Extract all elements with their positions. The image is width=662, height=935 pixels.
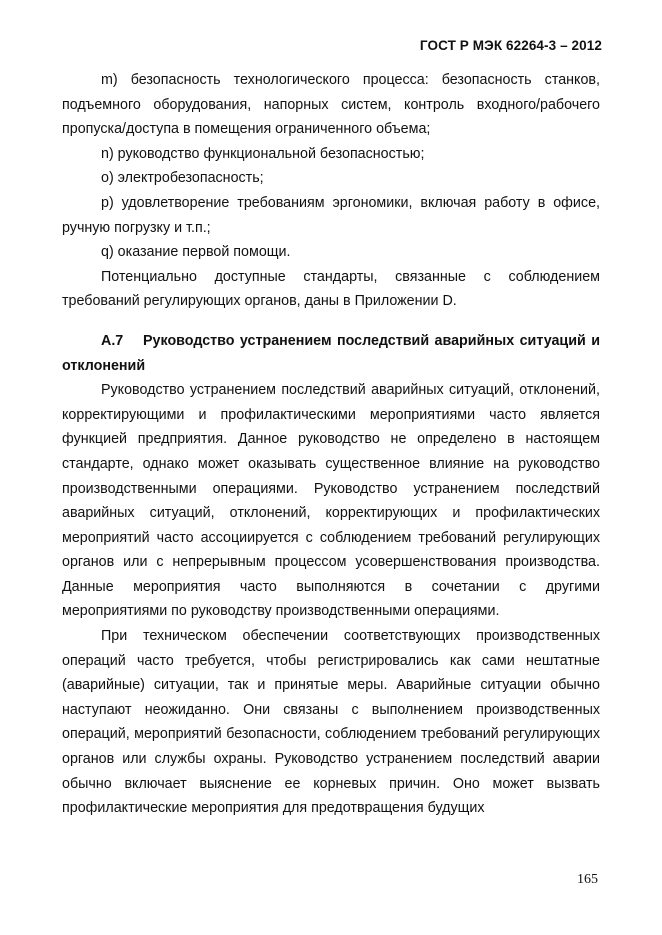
- page-content: [62, 68, 600, 821]
- list-item-p: p) удовлетворение требованиям эргономики, включая работу в офисе, ручную погрузку и т.п.;: [62, 194, 600, 236]
- list-item-q: q) оказание первой помощи.: [101, 244, 291, 261]
- list-item-m: m) безопасность технологического процесса: безопасность станков, подъемного оборудования, напорных систем, контроль входного/рабочего пропуска/доступа в помещения ограниченного объема;: [62, 72, 600, 138]
- list-item-o: o) электробезопасность;: [101, 170, 264, 187]
- section-heading: [62, 329, 600, 378]
- page-number: 165: [577, 872, 598, 887]
- body-paragraph-2: При техническом обеспечении соответствующих производственных операций часто требуется, чтобы регистрировались как сами нештатные (аварийные) ситуации, так и принятые меры. Аварийные ситуации обычно наступают неожиданно. Они связаны с выполнением производственных операций, мероприятий безопасности, соблюдением требований регулирующих органов или службы охраны. Руководство устранением последствий аварии обычно включает выяснение ее корневых причин. Оно может вызвать профилактические мероприятия для предотвращения будущих: [62, 628, 600, 817]
- intro-paragraph: Потенциально доступные стандарты, связанные с соблюдением требований регулирующих органов, даны в Приложении D.: [62, 268, 600, 310]
- list-item-n: n) руководство функциональной безопасностью;: [101, 145, 425, 162]
- section-title: Руководство устранением последствий аварийных ситуаций и отклонений: [62, 332, 600, 374]
- document-header: ГОСТ Р МЭК 62264-3 – 2012: [419, 38, 602, 53]
- section-number: А.7: [101, 332, 124, 349]
- body-paragraph-1: Руководство устранением последствий аварийных ситуаций, отклонений, корректирующими и профилактическими мероприятиями часто является функцией предприятия. Данное руководство не определено в настоящем стандарте, однако может оказывать существенное влияние на руководство производственными операциями. Руководство устранением последствий аварийных ситуаций, отклонений, корректирующих и профилактических мероприятий часто ассоциируется с соблюдением требований регулирующих органов или с непрерывным процессом усовершенствования производства. Данные мероприятия часто выполняются в сочетании с другими мероприятиями по руководству производственными операциями.: [62, 382, 600, 620]
